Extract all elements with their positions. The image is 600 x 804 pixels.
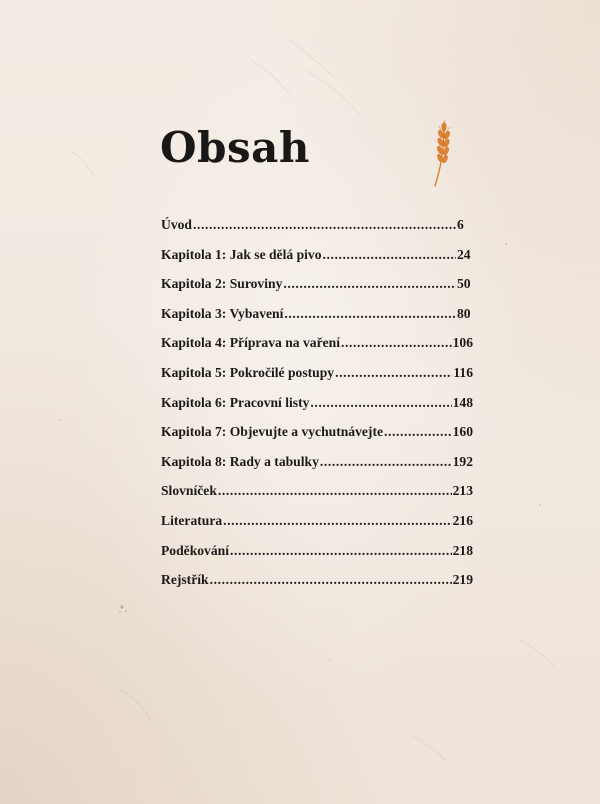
toc-entry-page-number: 6 bbox=[457, 217, 464, 232]
toc-dot-leader bbox=[310, 395, 451, 411]
toc-entry-title: Literatura bbox=[161, 512, 223, 528]
table-of-contents bbox=[161, 217, 473, 602]
toc-entry-title: Poděkování bbox=[161, 542, 229, 558]
toc-entry[interactable] bbox=[161, 247, 473, 277]
toc-entry-page-number: 192 bbox=[452, 453, 473, 469]
toc-dot-leader bbox=[283, 276, 456, 292]
toc-entry[interactable] bbox=[161, 483, 473, 513]
toc-entry-page-number: 213 bbox=[452, 483, 473, 499]
toc-dot-leader bbox=[323, 247, 457, 263]
toc-dot-leader bbox=[193, 217, 456, 233]
toc-entry-page-number: 160 bbox=[452, 424, 473, 440]
toc-entry-page-number: 116 bbox=[453, 364, 473, 380]
toc-entry-title: Kapitola 6: Pracovní listy bbox=[161, 394, 310, 410]
toc-entry-title: Rejstřík bbox=[161, 572, 209, 588]
toc-entry[interactable] bbox=[161, 217, 473, 247]
toc-entry-title: Slovníček bbox=[161, 483, 217, 499]
toc-entry-page-number: 24 bbox=[457, 246, 471, 262]
toc-entry-page-number: 216 bbox=[452, 512, 473, 528]
toc-dot-leader bbox=[218, 483, 452, 499]
toc-entry[interactable] bbox=[161, 395, 473, 425]
toc-dot-leader bbox=[210, 572, 452, 588]
toc-entry[interactable] bbox=[161, 424, 473, 454]
toc-entry[interactable] bbox=[161, 513, 473, 543]
toc-entry-title: Úvod bbox=[161, 217, 192, 232]
toc-entry-page-number: 106 bbox=[452, 335, 473, 351]
toc-entry[interactable] bbox=[161, 572, 473, 602]
toc-entry[interactable] bbox=[161, 454, 473, 484]
toc-entry-title: Kapitola 7: Objevujte a vychutnávejte bbox=[161, 424, 384, 440]
toc-dot-leader bbox=[320, 454, 452, 470]
toc-dot-leader bbox=[335, 365, 452, 381]
toc-entry[interactable] bbox=[161, 335, 473, 365]
toc-entry-page-number: 219 bbox=[452, 572, 473, 588]
toc-entry-title: Kapitola 3: Vybavení bbox=[161, 305, 284, 321]
page-title: Obsah bbox=[160, 123, 310, 172]
toc-dot-leader bbox=[384, 424, 452, 440]
toc-entry-title: Kapitola 8: Rady a tabulky bbox=[161, 453, 319, 469]
wheat-icon bbox=[432, 120, 458, 188]
toc-entry-title: Kapitola 4: Příprava na vaření bbox=[161, 335, 340, 351]
toc-entry-page-number: 148 bbox=[452, 394, 473, 410]
toc-dot-leader bbox=[223, 513, 451, 529]
toc-entry-title: Kapitola 2: Suroviny bbox=[161, 276, 283, 292]
toc-entry-title: Kapitola 1: Jak se dělá pivo bbox=[161, 246, 322, 262]
toc-entry-title: Kapitola 5: Pokročilé postupy bbox=[161, 364, 335, 380]
toc-entry-page-number: 50 bbox=[457, 276, 471, 292]
toc-entry[interactable] bbox=[161, 306, 473, 336]
toc-entry-page-number: 80 bbox=[457, 305, 471, 321]
toc-entry-page-number: 218 bbox=[452, 542, 473, 558]
toc-entry[interactable] bbox=[161, 276, 473, 306]
toc-entry[interactable] bbox=[161, 365, 473, 395]
toc-dot-leader bbox=[230, 543, 452, 559]
toc-entry[interactable] bbox=[161, 543, 473, 573]
toc-dot-leader bbox=[341, 335, 452, 351]
toc-dot-leader bbox=[284, 306, 456, 322]
